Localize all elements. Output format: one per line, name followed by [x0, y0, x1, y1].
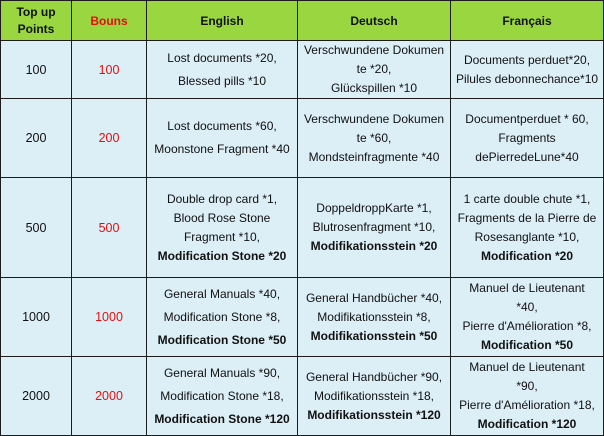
- reward-line: Modification Stone *50: [157, 332, 287, 347]
- deutsch-rewards-list: [300, 99, 448, 177]
- reward-line: Modifikationsstein *120: [307, 407, 441, 422]
- reward-line: Modifikationsstein *20: [310, 239, 438, 253]
- deutsch-rewards-cell: [298, 357, 451, 436]
- francais-rewards-cell: [451, 357, 604, 436]
- reward-line: 1 carte double chute *1,: [463, 191, 591, 206]
- reward-line: Modification *120: [477, 417, 577, 431]
- reward-line: Moonstone Fragment *40: [154, 142, 290, 156]
- bonus-cell: 2000: [72, 357, 147, 436]
- top-up-points-cell: 2000: [1, 357, 72, 436]
- francais-rewards-list: [453, 178, 601, 277]
- deutsch-rewards-cell: [298, 178, 451, 278]
- top-up-points-cell: 200: [1, 99, 72, 178]
- deutsch-rewards-list: [300, 357, 448, 435]
- reward-line: General Manuals *90,: [163, 365, 281, 380]
- english-rewards-cell: [147, 278, 298, 357]
- english-rewards-list: [149, 41, 295, 98]
- header-bonus: Bouns: [72, 1, 147, 41]
- top-up-points-cell: 1000: [1, 278, 72, 357]
- deutsch-rewards-list: [300, 278, 448, 356]
- reward-line: Verschwundene Dokumen: [303, 111, 445, 126]
- header-english: English: [147, 1, 298, 41]
- francais-rewards-list: [453, 357, 601, 435]
- deutsch-rewards-cell: [298, 41, 451, 99]
- english-rewards-cell: [147, 41, 298, 99]
- top-up-points-cell: 100: [1, 41, 72, 99]
- reward-line: Blood Rose Stone: [173, 210, 271, 225]
- reward-line: te *60,: [356, 130, 392, 145]
- deutsch-rewards-cell: [298, 99, 451, 178]
- reward-line: dePierredeLune*40: [475, 149, 579, 164]
- reward-line: Manuel de Lieutenant: [469, 360, 585, 374]
- reward-line: Blutrosenfragment *10,: [312, 220, 436, 234]
- francais-rewards-cell: [451, 178, 604, 278]
- reward-line: Documentperduet * 60,: [465, 111, 589, 126]
- bonus-cell: 500: [72, 178, 147, 278]
- reward-line: Modification *20: [480, 248, 573, 263]
- reward-line: Modification Stone *120: [154, 411, 290, 426]
- reward-line: Modification Stone *18,: [160, 388, 284, 403]
- reward-line: Modification Stone *8,: [163, 309, 281, 324]
- reward-line: Modifikationsstein *50: [310, 328, 438, 343]
- reward-line: Documents perduet*20,: [463, 52, 591, 67]
- reward-line: Double drop card *1,: [166, 191, 278, 206]
- table-row: [1, 99, 604, 178]
- table-body: [1, 41, 604, 436]
- reward-line: Pierre d'Amélioration *8,: [462, 319, 592, 333]
- header-top-up-points: [1, 1, 72, 41]
- header-francais: Français: [451, 1, 604, 41]
- bonus-cell: 200: [72, 99, 147, 178]
- reward-line: te *20,: [356, 62, 392, 76]
- reward-line: *90,: [516, 379, 538, 393]
- english-rewards-list: [149, 278, 295, 356]
- bonus-cell: 1000: [72, 278, 147, 357]
- reward-line: Lost documents *20,: [167, 50, 277, 65]
- reward-line: *40,: [516, 300, 538, 314]
- table-row: [1, 41, 604, 99]
- header-row: [1, 1, 604, 41]
- reward-line: General Handbücher *40,: [305, 290, 443, 305]
- deutsch-rewards-cell: [298, 278, 451, 357]
- reward-line: Modifikationsstein *8,: [317, 309, 431, 324]
- francais-rewards-list: [453, 278, 601, 356]
- english-rewards-cell: [147, 99, 298, 178]
- reward-line: DoppeldroppKarte *1,: [316, 201, 432, 215]
- reward-line: General Handbücher *90,: [305, 369, 443, 384]
- reward-line: Modification Stone *20: [157, 248, 287, 263]
- bonus-cell: 100: [72, 41, 147, 99]
- francais-rewards-cell: [451, 41, 604, 99]
- reward-line: Fragments de la Pierre de: [457, 210, 597, 225]
- reward-line: General Manuals *40,: [163, 286, 281, 301]
- reward-line: Pierre d'Amélioration *18,: [459, 398, 595, 412]
- english-rewards-list: [149, 99, 295, 177]
- table-row: [1, 278, 604, 357]
- header-points-line-2: Points: [17, 21, 55, 36]
- francais-rewards-list: [453, 41, 601, 98]
- english-rewards-cell: [147, 178, 298, 278]
- deutsch-rewards-list: [300, 178, 448, 277]
- reward-line: Blessed pills *10: [177, 73, 267, 88]
- reward-line: Modifikationsstein *18,: [313, 388, 435, 403]
- reward-line: Lost documents *60,: [167, 119, 277, 133]
- reward-line: Rosesanglante *10,: [474, 229, 580, 244]
- table-row: [1, 178, 604, 278]
- header-points-line-1: Top up: [16, 4, 56, 19]
- reward-line: Glückspillen *10: [330, 81, 418, 95]
- reward-line: Manuel de Lieutenant: [469, 281, 585, 295]
- reward-line: Verschwundene Dokumen: [303, 43, 445, 57]
- deutsch-rewards-list: [300, 41, 448, 98]
- reward-line: Pilules debonnechance*10: [455, 71, 599, 86]
- english-rewards-list: [149, 178, 295, 277]
- reward-line: Modification *50: [480, 338, 573, 352]
- reward-line: Mondsteinfragmente *40: [308, 149, 440, 164]
- table-row: [1, 357, 604, 436]
- francais-rewards-cell: [451, 99, 604, 178]
- francais-rewards-cell: [451, 278, 604, 357]
- francais-rewards-list: [453, 99, 601, 177]
- top-up-points-cell: 500: [1, 178, 72, 278]
- english-rewards-list: [149, 357, 295, 435]
- header-deutsch: Deutsch: [298, 1, 451, 41]
- reward-line: Fragments: [498, 130, 556, 145]
- reward-line: Fragment *10,: [183, 229, 261, 244]
- english-rewards-cell: [147, 357, 298, 436]
